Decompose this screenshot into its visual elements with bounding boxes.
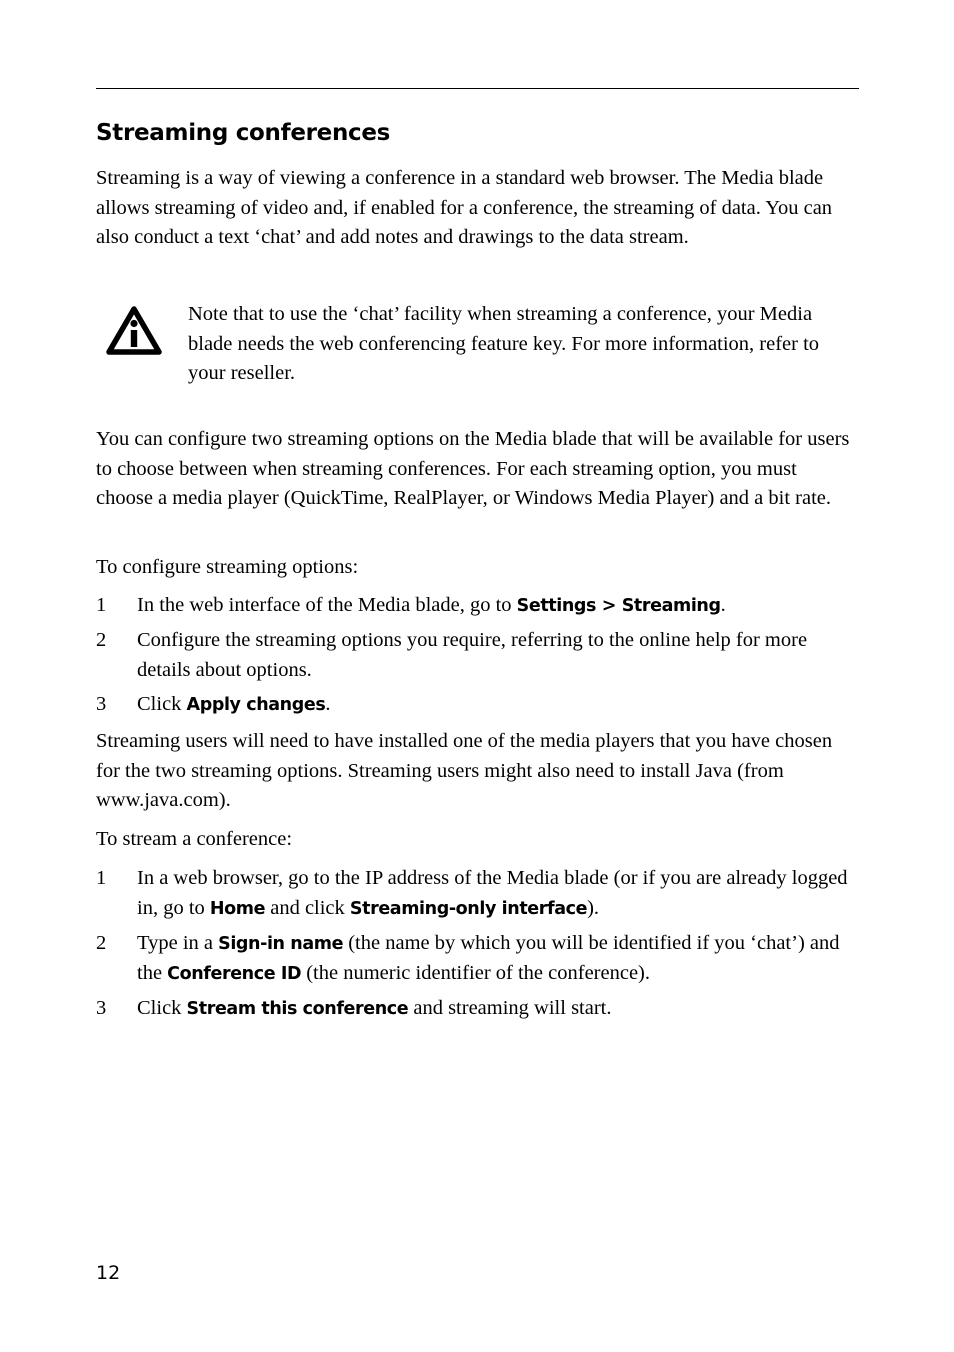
section-heading: Streaming conferences [96, 120, 391, 146]
step-number: 3 [96, 692, 107, 715]
list-item: 3 Click Apply changes. [96, 690, 858, 721]
list-item: 3 Click Stream this conference and streaming will start. [96, 994, 858, 1025]
list-item: 1 In the web interface of the Media blade, go to Settings > Streaming. [96, 591, 858, 622]
step-number: 2 [96, 629, 107, 652]
ui-label: Apply changes [186, 694, 326, 715]
stream-lead: To stream a conference: [96, 828, 293, 850]
step-number: 3 [96, 997, 107, 1020]
ui-label: Conference ID [167, 964, 302, 985]
list-item: 2 Type in a Sign-in name (the name by which you will be identified if you ‘chat’) and the Conference ID (the numeric identifier of the conference). [96, 929, 858, 990]
step-number: 1 [96, 867, 107, 889]
ui-label: Sign-in name [218, 933, 344, 954]
options-paragraph: You can configure two streaming options on the Media blade that will be available for users to choose between when streaming conferences. For each streaming option, you must choose a media player (QuickTime, RealPlayer, or Windows Media Player) and a bit rate. [96, 428, 850, 510]
users-paragraph: Streaming users will need to have installed one of the media players that you have chosen for the two streaming options. Streaming users might also need to install Java (from www.java.com). [96, 730, 833, 812]
intro-paragraph: Streaming is a way of viewing a conference in a standard web browser. The Media blade allows streaming of video and, if enabled for a conference, the streaming of data. You can also conduct a text ‘chat’ and add notes and drawings to the data stream. [96, 167, 833, 249]
header-rule [96, 88, 859, 89]
stream-steps [96, 864, 858, 1029]
ui-label: Stream this conference [186, 999, 409, 1020]
configure-steps [96, 591, 858, 725]
configure-lead: To configure streaming options: [96, 556, 359, 578]
warning-triangle-info-icon [106, 306, 162, 356]
note-text: Note that to use the ‘chat’ facility when streaming a conference, your Media blade needs the web conferencing feature key. For more information, refer to your reseller. [188, 303, 820, 385]
ui-label: Settings > Streaming [516, 596, 721, 616]
step-number: 1 [96, 594, 107, 616]
ui-label: Streaming-only interface [349, 898, 588, 919]
step-number: 2 [96, 931, 107, 954]
ui-label: Home [209, 898, 266, 919]
list-item: 2 Configure the streaming options you require, referring to the online help for more details about options. [96, 626, 858, 685]
list-item: 1 In a web browser, go to the IP address of the Media blade (or if you are already logged in, go to Home and click Streaming-only interface). [96, 864, 858, 924]
page-number: 12 [96, 1262, 121, 1284]
